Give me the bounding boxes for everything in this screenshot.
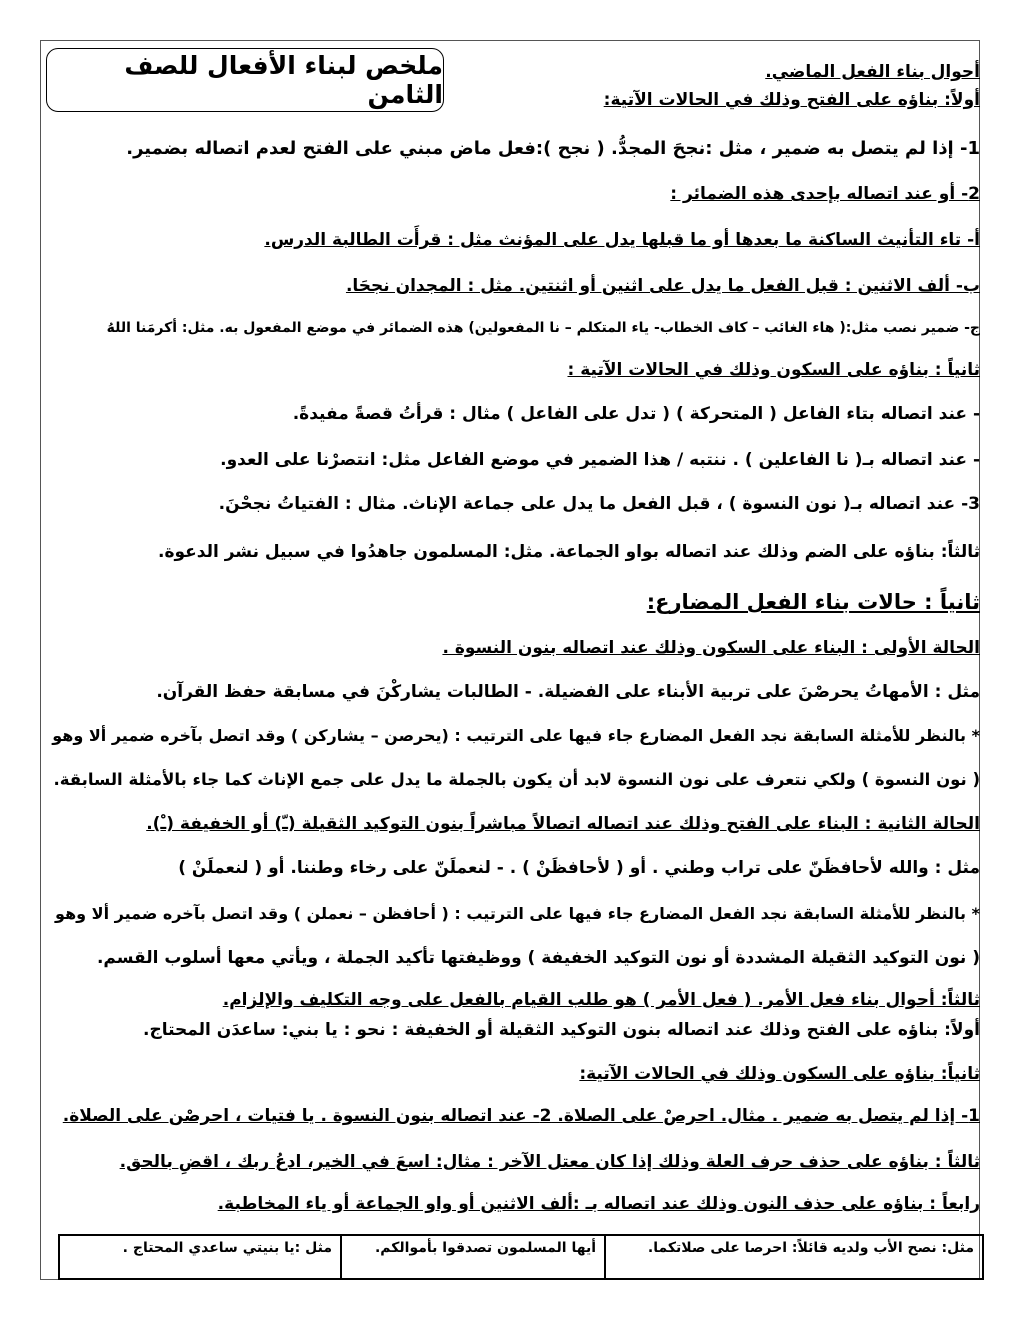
imperative-second: ثانياً: بناؤه على السكون وذلك في الحالات الآتية: — [579, 1064, 980, 1084]
past-rule-2: 2- أو عند اتصاله بإحدى هذه الضمائر : — [670, 184, 980, 204]
present-case-2-note-cont: ( نون التوكيد الثقيلة المشددة أو نون التوكيد الخفيفة ) ووظيفتها تأكيد الجملة ، ويأتي معها أسلوب القسم. — [96, 948, 980, 968]
past-sukun-1: - عند اتصاله بتاء الفاعل ( المتحركة ) ( تدل على الفاعل ) مثال : قرأتُ قصةً مفيدةً. — [292, 404, 980, 424]
page-title: ملخص لبناء الأفعال للصف الثامن — [46, 48, 444, 112]
past-sukun-2: - عند اتصاله بـ( نا الفاعلين ) . ننتبه / هذا الضمير في موضع الفاعل مثل: انتصرْنا على العدو. — [220, 450, 980, 470]
present-case-1: الحالة الأولى : البناء على السكون وذلك عند اتصاله بنون النسوة . — [442, 638, 980, 658]
table-cell-2: أيها المسلمون تصدقوا بأموالكم. — [340, 1236, 604, 1278]
past-sukun-3: 3- عند اتصاله بـ( نون النسوة ) ، قبل الفعل ما يدل على جماعة الإناث. مثال : الفتياتُ نجحْنَ. — [218, 494, 980, 514]
past-second-heading: ثانياً : بناؤه على السكون وذلك في الحالات الآتية : — [567, 360, 980, 380]
past-rule-2c: ج- ضمير نصب مثل:( هاء الغائب – كاف الخطاب- ياء المتكلم – نا المفعولين) هذه الضمائر في موضع المفعول به. مثل: أكرمَنا اللهُ — [106, 320, 980, 336]
present-case-1-note-cont: ( نون النسوة ) ولكي نتعرف على نون النسوة لابد أن يكون بالجملة ما يدل على جمع الإناث كما جاء بالأمثلة السابقة. — [53, 770, 980, 789]
past-rule-2a: أ- تاء التأنيث الساكنة ما بعدها أو ما قبلها يدل على المؤنث مثل : قرأَت الطالبة الدرس. — [264, 230, 980, 250]
present-case-2: الحالة الثانية : البناء على الفتح وذلك عند اتصاله اتصالاً مباشراً بنون التوكيد الثقيلة (ـّ) أو الخفيفة (ـْ). — [146, 814, 980, 834]
present-case-1-example: مثل : الأمهاتُ يحرصْنَ على تربية الأبناء على الفضيلة. - الطالبات يشاركْنَ في مسابقة حفظ القرآن. — [156, 682, 980, 702]
imperative-third: ثالثاً : بناؤه على حذف حرف العلة وذلك إذا كان معتل الآخر : مثال: اسعَ في الخير، ادعُ ربك ، اقضِ بالحق. — [119, 1152, 980, 1172]
past-rule-1: 1- إذا لم يتصل به ضمير ، مثل :نجحَ المجدُّ. ( نجح ):فعل ماض مبني على الفتح لعدم اتصاله بضمير. — [126, 138, 980, 159]
present-case-1-note: * بالنظر للأمثلة السابقة نجد الفعل المضارع جاء فيها على الترتيب : (يحرصن – يشاركن ) وقد اتصل بآخره ضمير ألا وهو — [52, 726, 980, 745]
heading-past-tense: أحوال بناء الفعل الماضي. — [765, 62, 980, 82]
present-case-2-example: مثل : والله لأحافظَنّ على تراب وطني . أو ( لأحافظَنْ ) . - لنعملَنّ على رخاء وطننا. أو ( لنعملَنْ ) — [178, 858, 980, 878]
imperative-fourth: رابعاً : بناؤه على حذف النون وذلك عند اتصاله بـ :ألف الاثنين أو واو الجماعة أو ياء المخاطبة. — [217, 1194, 980, 1214]
past-rule-2b: ب- ألف الاثنين : قبل الفعل ما يدل على اثنين أو اثنتين. مثل : المجدان نجحَا. — [345, 276, 980, 296]
past-first-heading: أولاً: بناؤه على الفتح وذلك في الحالات الآتية: — [603, 90, 980, 110]
present-heading: ثانياً : حالات بناء الفعل المضارع: — [646, 590, 980, 614]
examples-table — [58, 1234, 984, 1280]
imperative-sukun-rules: 1- إذا لم يتصل به ضمير . مثال. احرصْ على الصلاة. 2- عند اتصاله بنون النسوة . يا فتيات ، احرصْن على الصلاة. — [62, 1106, 980, 1126]
present-case-2-note: * بالنظر للأمثلة السابقة نجد الفعل المضارع جاء فيها على الترتيب : ( أحافظن – نعملن ) وقد اتصل بآخره ضمير ألا وهو — [55, 904, 980, 923]
page-border — [40, 40, 980, 1280]
table-cell-3: مثل :يا بنيتي ساعدي المحتاج . — [122, 1240, 332, 1256]
table-cell-1: مثل: نصح الأب ولديه قائلاً: احرصا على صلاتكما. — [604, 1236, 982, 1278]
past-damma: ثالثاً: بناؤه على الضم وذلك عند اتصاله بواو الجماعة. مثل: المسلمون جاهدُوا في سبيل نشر الدعوة. — [157, 542, 980, 562]
imperative-heading: ثالثاً: أحوال بناء فعل الأمر. ( فعل الأمر ) هو طلب القيام بالفعل على وجه التكليف والإلزام. — [222, 990, 980, 1010]
imperative-first: أولاً: بناؤه على الفتح وذلك عند اتصاله بنون التوكيد الثقيلة أو الخفيفة : نحو : يا بني: ساعدَن المحتاج. — [142, 1020, 980, 1040]
